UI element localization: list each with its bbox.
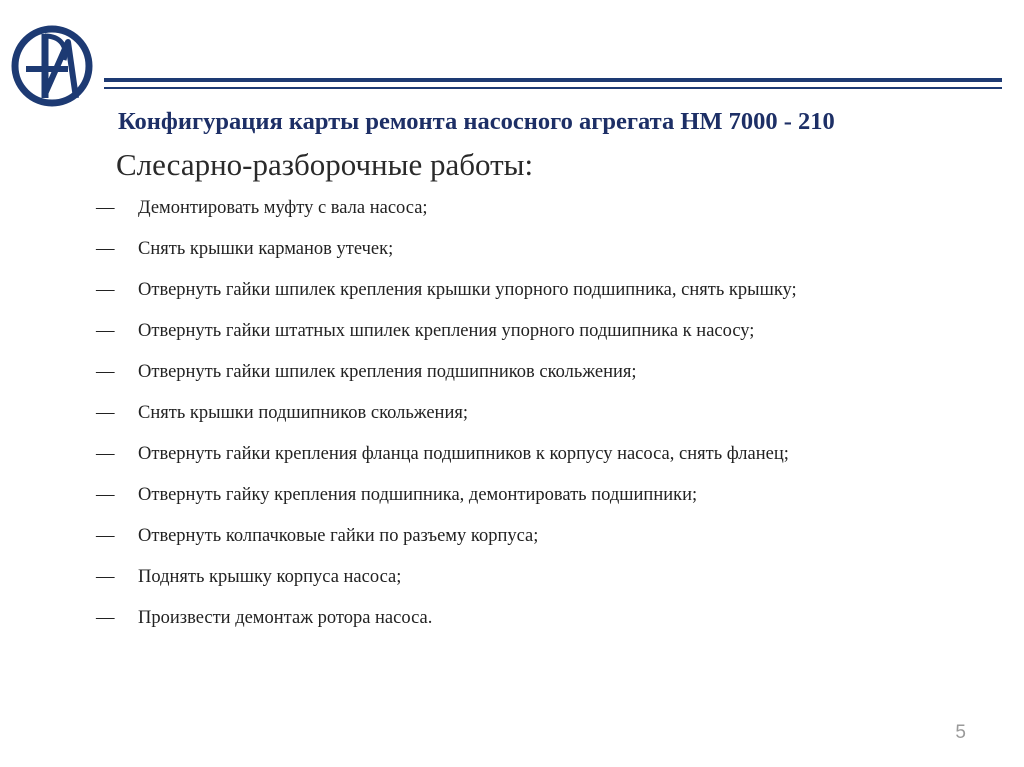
list-item: [96, 516, 938, 557]
bullet-dash: —: [96, 403, 115, 423]
list-item: [96, 188, 938, 229]
list-item-text: Снять крышки подшипников скольжения;: [138, 403, 468, 423]
list-item: [96, 270, 938, 311]
list-item-text: Отвернуть колпачковые гайки по разъему корпуса;: [138, 526, 539, 546]
list-item-text: Произвести демонтаж ротора насоса.: [138, 608, 433, 628]
list-item: [96, 434, 938, 475]
bullet-dash: —: [96, 362, 115, 382]
bullet-dash: —: [96, 485, 115, 505]
page-number: 5: [955, 722, 966, 743]
list-item-text: Отвернуть гайки шпилек крепления крышки упорного подшипника, снять крышку;: [138, 280, 797, 300]
header-divider-thick: [104, 78, 1002, 82]
header-divider-thin: [104, 87, 1002, 89]
list-item-text: Поднять крышку корпуса насоса;: [138, 567, 402, 587]
list-item: [96, 229, 938, 270]
bullet-dash: —: [96, 280, 115, 300]
list-item: [96, 393, 938, 434]
work-steps-list: [96, 188, 938, 639]
bullet-dash: —: [96, 526, 115, 546]
slide-title: Конфигурация карты ремонта насосного агрегата НМ 7000 - 210: [118, 108, 835, 135]
list-item: [96, 598, 938, 639]
list-item: [96, 557, 938, 598]
company-logo-icon: [10, 24, 94, 108]
list-item-text: Демонтировать муфту с вала насоса;: [138, 198, 428, 218]
bullet-dash: —: [96, 608, 115, 628]
list-item-text: Снять крышки карманов утечек;: [138, 239, 394, 259]
list-item-text: Отвернуть гайки шпилек крепления подшипников скольжения;: [138, 362, 637, 382]
bullet-dash: —: [96, 444, 115, 464]
section-subtitle: Слесарно-разборочные работы:: [116, 147, 534, 182]
list-item: [96, 311, 938, 352]
bullet-dash: —: [96, 567, 115, 587]
list-item-text: Отвернуть гайку крепления подшипника, демонтировать подшипники;: [138, 485, 698, 505]
list-item-text: Отвернуть гайки штатных шпилек крепления упорного подшипника к насосу;: [138, 321, 755, 341]
bullet-dash: —: [96, 198, 115, 218]
list-item: [96, 475, 938, 516]
list-item-text: Отвернуть гайки крепления фланца подшипников к корпусу насоса, снять фланец;: [138, 444, 789, 464]
list-item: [96, 352, 938, 393]
bullet-dash: —: [96, 239, 115, 259]
bullet-dash: —: [96, 321, 115, 341]
